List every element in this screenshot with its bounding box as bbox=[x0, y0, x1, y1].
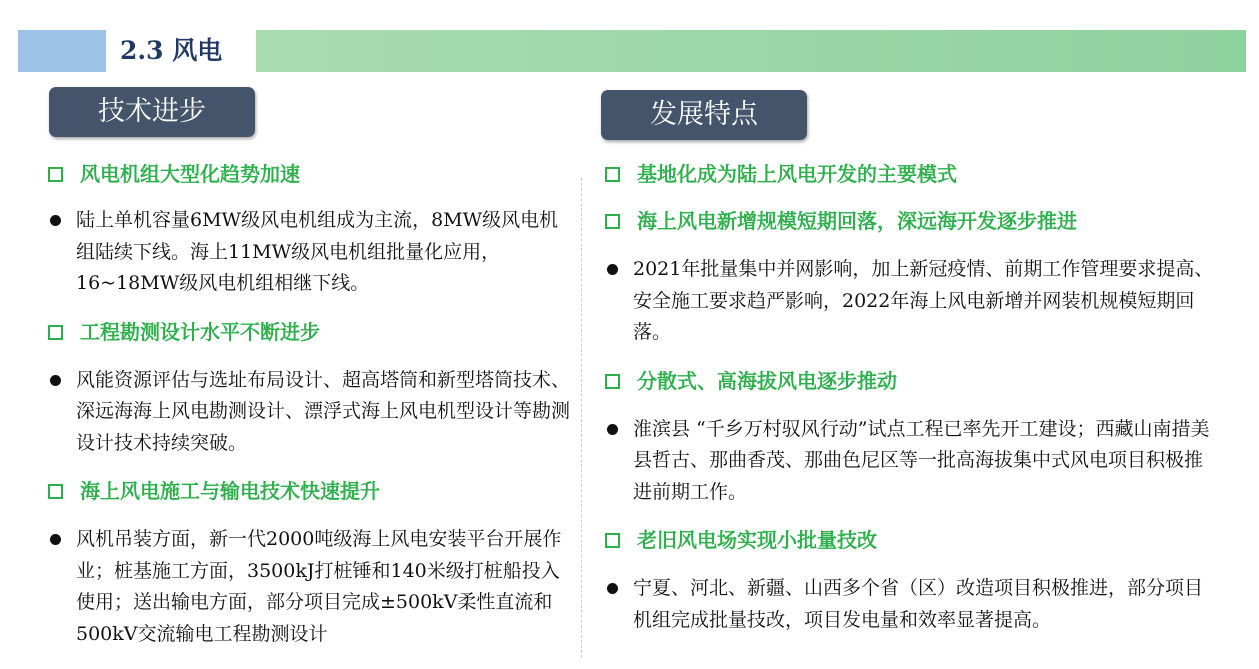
right-heading-3-text: 分散式、高海拔风电逐步推动 bbox=[637, 368, 897, 393]
section-title: 2.3 风电 bbox=[106, 30, 256, 72]
left-heading-2 bbox=[48, 317, 576, 347]
round-bullet-icon bbox=[607, 264, 618, 275]
right-bullet-1-text: 2021年批量集中并网影响，加上新冠疫情、前期工作管理要求提高、安全施工要求趋严影响，2022年海上风电新增并网装机规模短期回落。 bbox=[633, 258, 1214, 343]
round-bullet-icon bbox=[50, 375, 61, 386]
right-heading-3 bbox=[605, 366, 1215, 396]
right-heading-1 bbox=[605, 159, 1215, 189]
left-column bbox=[48, 159, 576, 650]
left-bullet-2-text: 风能资源评估与选址布局设计、超高塔筒和新型塔筒技术、深远海海上风电勘测设计、漂浮式海上风电机型设计等勘测设计技术持续突破。 bbox=[76, 368, 571, 454]
square-bullet-icon bbox=[605, 533, 620, 548]
right-bullet-3 bbox=[605, 573, 1215, 636]
round-bullet-icon bbox=[50, 534, 61, 545]
right-bullet-2 bbox=[605, 414, 1215, 509]
right-heading-2-text: 海上风电新增规模短期回落，深远海开发逐步推进 bbox=[637, 209, 1077, 233]
right-heading-4-text: 老旧风电场实现小批量技改 bbox=[637, 528, 877, 552]
left-bullet-3 bbox=[48, 524, 576, 650]
right-bullet-2-text: 淮滨县 “千乡万村驭风行动”试点工程已率先开工建设；西藏山南措美县哲古、那曲香茂、那曲色尼区等一批高海拔集中式风电项目积极推进前期工作。 bbox=[633, 417, 1210, 503]
right-heading-1-text: 基地化成为陆上风电开发的主要模式 bbox=[637, 162, 957, 186]
right-bullet-1 bbox=[605, 254, 1215, 349]
right-heading-2 bbox=[605, 206, 1215, 236]
left-bullet-1-text: 陆上单机容量6MW级风电机组成为主流，8MW级风电机组陆续下线。海上11MW级风电机组批量化应用，16~18MW级风电机组相继下线。 bbox=[76, 209, 559, 294]
right-heading-4 bbox=[605, 525, 1215, 555]
column-divider bbox=[581, 178, 582, 658]
left-bullet-2 bbox=[48, 365, 576, 460]
square-bullet-icon bbox=[605, 214, 620, 229]
left-heading-3 bbox=[48, 476, 576, 506]
header-left-bar bbox=[18, 30, 106, 72]
header-right-bar bbox=[256, 30, 1246, 72]
square-bullet-icon bbox=[48, 484, 63, 499]
left-heading-2-text: 工程勘测设计水平不断进步 bbox=[80, 319, 320, 344]
square-bullet-icon bbox=[48, 167, 63, 182]
right-column-title: 发展特点 bbox=[601, 90, 807, 140]
square-bullet-icon bbox=[605, 374, 620, 389]
right-bullet-3-text: 宁夏、河北、新疆、山西多个省（区）改造项目积极推进，部分项目机组完成批量技改，项目发电量和效率显著提高。 bbox=[633, 577, 1204, 631]
square-bullet-icon bbox=[605, 167, 620, 182]
right-column bbox=[605, 159, 1215, 636]
left-heading-1-text: 风电机组大型化趋势加速 bbox=[80, 162, 300, 186]
round-bullet-icon bbox=[50, 215, 61, 226]
left-column-title: 技术进步 bbox=[49, 87, 255, 137]
left-bullet-3-text: 风机吊装方面，新一代2000吨级海上风电安装平台开展作业；桩基施工方面，3500kJ打桩锤和140米级打桩船投入使用；送出输电方面，部分项目完成±500kV柔性直流和500kV交流输电工程勘测设计 bbox=[76, 528, 562, 645]
round-bullet-icon bbox=[607, 424, 618, 435]
round-bullet-icon bbox=[607, 583, 618, 594]
left-heading-3-text: 海上风电施工与输电技术快速提升 bbox=[80, 479, 380, 503]
left-heading-1 bbox=[48, 159, 576, 189]
square-bullet-icon bbox=[48, 325, 63, 340]
left-bullet-1 bbox=[48, 205, 576, 300]
